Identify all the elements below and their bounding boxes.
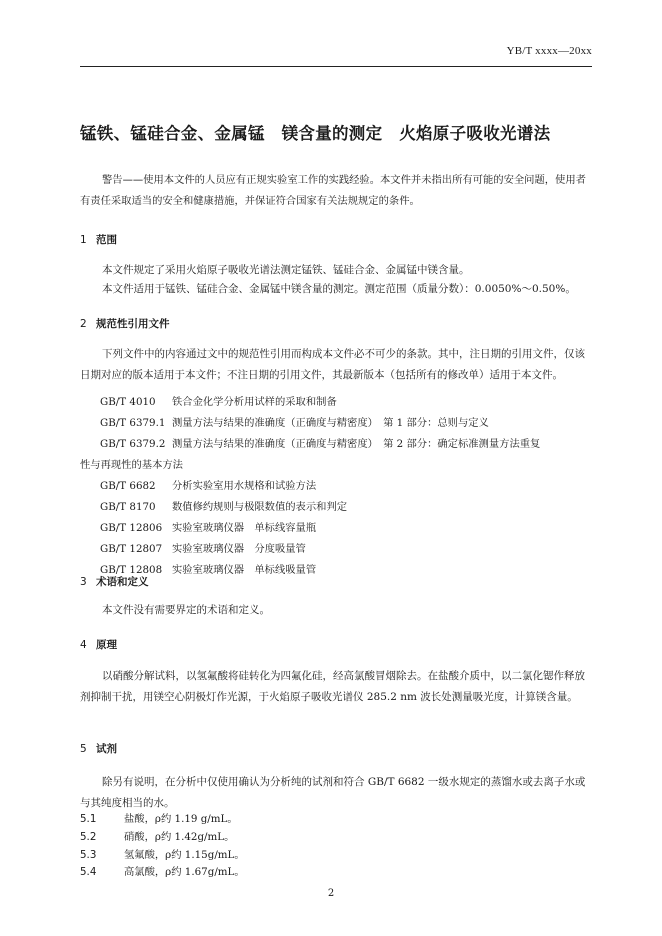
reference-item xyxy=(100,497,590,518)
section-title: 规范性引用文件 xyxy=(96,318,170,330)
reagent-text: 盐酸，ρ约 1.19 g/mL。 xyxy=(124,813,238,825)
reagent-text: 高氯酸，ρ约 1.67g/mL。 xyxy=(124,866,245,878)
principle-paragraph: 以硝酸分解试料，以氢氟酸将硅转化为四氟化硅，经高氯酸冒烟除去。在盐酸介质中，以二氯化锶作释放剂抑制干扰，用镁空心阴极灯作光源，于火焰原子吸收光谱仪 285.2 nm 波长处测量吸光度，计算镁含量。 xyxy=(80,670,585,703)
reference-code: GB/T 12808 xyxy=(100,564,163,576)
section-number: 4 xyxy=(80,639,87,651)
section-heading-normative xyxy=(80,316,170,331)
reference-code: GB/T 8170 xyxy=(100,501,156,513)
reference-title: 分析实验室用水规格和试验方法 xyxy=(172,480,317,492)
reference-item xyxy=(100,392,590,413)
section-number: 1 xyxy=(80,234,87,246)
reagent-text: 硝酸，ρ约 1.42g/mL。 xyxy=(124,831,235,843)
reference-item xyxy=(100,560,590,581)
section-title: 术语和定义 xyxy=(96,576,149,588)
section-heading-reagents xyxy=(80,741,117,756)
reference-code: GB/T 12807 xyxy=(100,543,163,555)
section-heading-scope xyxy=(80,232,117,247)
warning-paragraph: 警告——使用本文件的人员应有正规实验室工作的实践经验。本文件并未指出所有可能的安全问题，使用者有责任采取适当的安全和健康措施，并保证符合国家有关法规规定的条件。 xyxy=(80,174,586,207)
section-heading-terms xyxy=(80,574,149,589)
normative-intro-paragraph: 下列文件中的内容通过文中的规范性引用而构成本文件必不可少的条款。其中，注日期的引用文件，仅该日期对应的版本适用于本文件；不注日期的引用文件，其最新版本（包括所有的修改单）适用于本文件。 xyxy=(80,348,585,381)
header-rule xyxy=(80,66,592,67)
reference-item xyxy=(100,434,590,455)
reagent-number: 5.3 xyxy=(80,849,97,861)
reference-list xyxy=(100,392,590,455)
reference-code: GB/T 6682 xyxy=(100,480,156,492)
reference-code: GB/T 4010 xyxy=(100,396,156,408)
reagent-text: 氢氟酸，ρ约 1.15g/mL。 xyxy=(124,849,245,861)
reference-item xyxy=(100,518,590,539)
reference-item xyxy=(100,539,590,560)
reagents-intro-paragraph: 除另有说明，在分析中仅使用确认为分析纯的试剂和符合 GB/T 6682 一级水规定的蒸馏水或去离子水或与其纯度相当的水。 xyxy=(80,776,586,809)
section-number: 5 xyxy=(80,743,87,755)
reference-code: GB/T 12806 xyxy=(100,522,163,534)
reference-code: GB/T 6379.2 xyxy=(100,438,166,450)
reference-item xyxy=(100,413,590,434)
section-title: 试剂 xyxy=(96,743,117,755)
terms-paragraph: 本文件没有需要界定的术语和定义。 xyxy=(102,604,270,616)
section-title: 原理 xyxy=(96,639,117,651)
reference-title: 实验室玻璃仪器 单标线容量瓶 xyxy=(172,522,317,534)
reference-code: GB/T 6379.1 xyxy=(100,417,166,429)
document-header-code: YB/T xxxx—20xx xyxy=(506,45,592,57)
section-heading-principle xyxy=(80,637,117,652)
reagent-item xyxy=(80,862,245,883)
scope-paragraph-2: 本文件适用于锰铁、锰硅合金、金属锰中镁含量的测定。测定范围（质量分数）：0.0050%～0.50%。 xyxy=(102,283,576,295)
reagent-number: 5.4 xyxy=(80,866,97,878)
reference-title: 测量方法与结果的准确度（正确度与精密度） 第 1 部分：总则与定义 xyxy=(172,417,489,429)
reference-item xyxy=(100,476,590,497)
page-number: 2 xyxy=(327,888,335,899)
reference-title: 实验室玻璃仪器 单标线吸量管 xyxy=(172,564,317,576)
reference-title: 铁合金化学分析用试样的采取和制备 xyxy=(172,396,337,408)
section-number: 2 xyxy=(80,318,87,330)
section-number: 3 xyxy=(80,576,87,588)
reagent-number: 5.2 xyxy=(80,831,97,843)
reference-title: 数值修约规则与极限数值的表示和判定 xyxy=(172,501,348,513)
reference-continuation: 性与再现性的基本方法 xyxy=(80,459,183,471)
reference-title: 测量方法与结果的准确度（正确度与精密度） 第 2 部分：确定标准测量方法重复 xyxy=(172,438,541,450)
document-title: 锰铁、锰硅合金、金属锰 镁含量的测定 火焰原子吸收光谱法 xyxy=(80,124,551,143)
scope-paragraph-1: 本文件规定了采用火焰原子吸收光谱法测定锰铁、锰硅合金、金属锰中镁含量。 xyxy=(102,264,470,276)
reference-list-continued xyxy=(100,476,590,581)
reference-title: 实验室玻璃仪器 分度吸量管 xyxy=(172,543,306,555)
reagent-number: 5.1 xyxy=(80,813,97,825)
section-title: 范围 xyxy=(96,234,117,246)
